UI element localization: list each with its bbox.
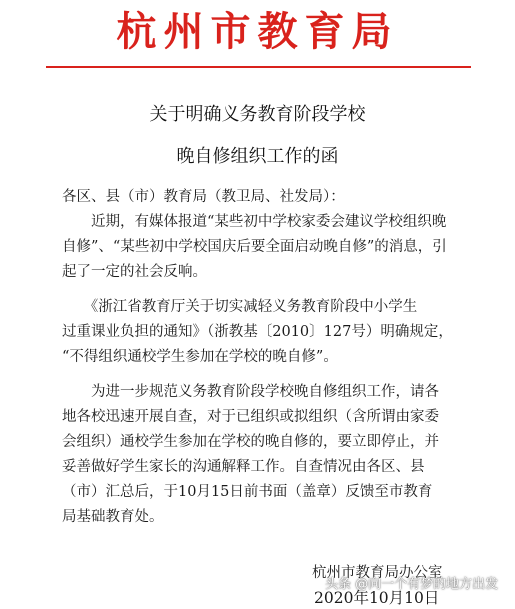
body-line: 自修”、“某些初中学校国庆后要全面启动晚自修”的消息，引: [62, 239, 447, 255]
body-line: 《浙江省教育厅关于切实减轻义务教育阶段中小学生: [62, 299, 418, 315]
body-line: （市）汇总后，于10月15日前书面（盖章）反馈至市教育: [62, 484, 433, 500]
body-line: 起了一定的社会反响。: [62, 264, 207, 280]
body-line: 为进一步规范义务教育阶段学校晚自修组织工作，请各: [62, 384, 439, 400]
signature-date: 2020年10月10日: [314, 589, 440, 607]
addressee-line: 各区、县（市）教育局（教卫局、社发局）：: [62, 189, 345, 205]
body-line: “不得组织通校学生参加在学校的晚自修”。: [62, 349, 338, 365]
body-line: 近期，有媒体报道“某些初中学校家委会建议学校组织晚: [62, 214, 447, 230]
body-line: 地各校迅速开展自查，对于已组织或拟组织（含所谓由家委: [62, 409, 439, 425]
body-line: 妥善做好学生家长的沟通解释工作。自查情况由各区、县: [62, 459, 425, 475]
body-line: 局基础教育处。: [62, 509, 164, 525]
letterhead-title: 杭州市教育局: [116, 8, 399, 55]
letterhead-divider: [46, 66, 471, 68]
signature-office: 杭州市教育局办公室: [312, 565, 443, 581]
body-line: 会组织）通校学生参加在学校的晚自修的，要立即停止，并: [62, 434, 439, 450]
watermark-text: 头条 @向一个有梦的地方出发: [325, 577, 499, 592]
body-line: 过重课业负担的通知》（浙教基〔2010〕127号）明确规定，: [62, 324, 453, 340]
document-title-line-1: 关于明确义务教育阶段学校: [149, 104, 366, 125]
document-title-line-2: 晚自修组织工作的函: [176, 146, 339, 167]
